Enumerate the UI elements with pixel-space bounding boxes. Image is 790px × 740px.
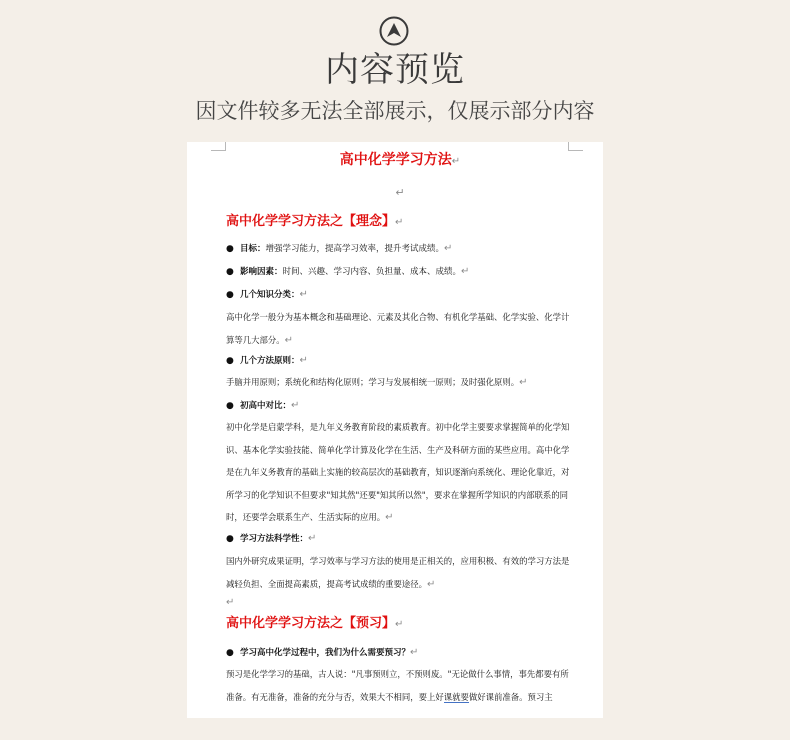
list-item: ● 目标：增强学习能力，提高学习效率，提升考试成绩。↵ <box>226 243 453 254</box>
list-item: ● 初高中对比：↵ <box>226 400 300 411</box>
methods-paragraph: 手脑并用原则；系统化和结构化原则；学习与发展相统一原则；及时强化原则。↵ <box>226 377 528 388</box>
science-paragraph: 国内外研究成果证明，学习效率与学习方法的使用是正相关的，应用积极、有效的学习方法是减轻负担、全面提高素质，提高考试成绩的重要途径。↵ <box>226 556 570 590</box>
page-subtitle: 因文件较多无法全部展示，仅展示部分内容 <box>195 99 595 123</box>
document-title: 高中化学学习方法↵ <box>339 152 461 168</box>
list-item: ● 学习方法科学性：↵ <box>226 533 317 544</box>
preview-header <box>0 0 790 140</box>
section-heading-preview: 高中化学学习方法之【预习】↵ <box>226 616 404 631</box>
list-item: ● 学习高中化学过程中，我们为什么需要预习？↵ <box>226 647 419 658</box>
list-item: ● 影响因素：时间、兴趣、学习内容、负担量、成本、成绩。↵ <box>226 266 470 277</box>
section-heading-concept: 高中化学学习方法之【理念】↵ <box>226 214 404 229</box>
document-page <box>187 142 603 718</box>
preview-paragraph: 预习是化学学习的基础，古人说："凡事预则立，不预则废。"无论做什么事情，事先都要有所准备。有无准备，准备的充分与否，效果大不相同，要上好课就要做好课前准备。预习主 <box>226 669 569 702</box>
list-item: ● 几个方法原则：↵ <box>226 355 308 366</box>
knowledge-paragraph: 高中化学一般分为基本概念和基础理论、元素及其化合物、有机化学基础、化学实验、化学计算等几大部分。↵ <box>226 312 570 346</box>
list-item: ● 几个知识分类：↵ <box>226 289 308 300</box>
compare-paragraph: 初中化学是启蒙学科，是九年义务教育阶段的素质教育。初中化学主要要求掌握简单的化学知识、基本化学实验技能、简单化学计算及化学在生活、生产及科研方面的某些应用。高中化学是在九年义务教育的基础上实施的较高层次的基础教育，知识逐渐向系统化、理论化靠近，对所学习的化学知识不但要求"知其然"还要"知其所以然"，要求在掌握所学知识的内部联系的同时，还要学会联系生产、生活实际的应用。↵ <box>226 422 570 523</box>
up-arrow-circle-icon <box>379 16 409 46</box>
spelling-underline: 课就要 <box>443 691 469 702</box>
paragraph-mark: ↵ <box>395 186 405 199</box>
paragraph-mark: ↵ <box>226 597 235 608</box>
page-title: 内容预览 <box>325 50 465 90</box>
